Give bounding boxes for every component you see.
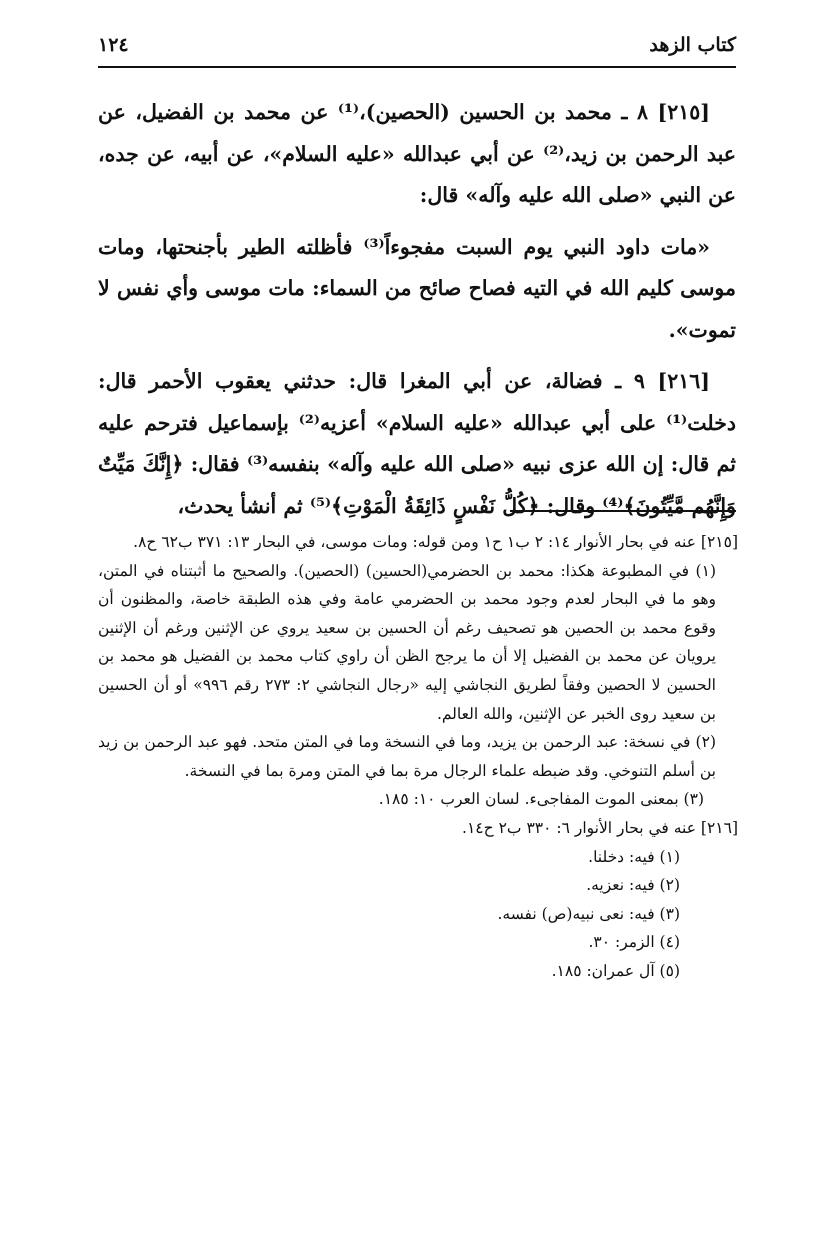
footnote-215-3: (٣) بمعنى الموت المفاجىء. لسان العرب ١٠: ١٨٥. xyxy=(378,790,704,809)
main-text xyxy=(98,92,736,527)
footnote-216-3: (٣) فيه: نعى نبيه(ص) نفسه. xyxy=(497,904,680,923)
footnote-216-2: (٢) فيه: نعزيه. xyxy=(586,876,680,895)
running-title: كتاب الزهد xyxy=(649,34,736,56)
footnote-ref-216: [٢١٦] عنه في بحار الأنوار ٦: ٣٣٠ ب٢ ح١٤. xyxy=(462,818,738,837)
hadith-215-text: «مات داود النبي يوم السبت مفجوءاً⁽³⁾ فأظلته الطير بأجنحتها، ومات موسى كليم الله في التيه فصاح صائح من السماء: مات موسى وأي نفس لا تموت». xyxy=(98,234,736,342)
footnote-ref-215: [٢١٥] عنه في بحار الأنوار ١٤: ٢ ب١ ح١ ومن قوله: ومات موسى، في البحار ١٣: ٣٧١ ب٦٢ ح٨. xyxy=(133,533,738,551)
footnote-215-2: (٢) في نسخة: عبد الرحمن بن يزيد، وما في النسخة وما في المتن متحد. فهو عبد الرحمن بن زيد بن أسلم التنوخي. وقد ضبطه علماء الرجال مرة بما في المتن ومرة بما في النسخة. xyxy=(98,733,716,780)
page-header xyxy=(98,32,736,68)
hadith-216: [٢١٦] ٩ ـ فضالة، عن أبي المغرا قال: حدثني يعقوب الأحمر قال: دخلت⁽¹⁾ على أبي عبدالله «عليه السلام» أعزيه⁽²⁾ بإسماعيل فترحم عليه ثم قال: إن الله عزى نبيه «صلى الله عليه وآله» بنفسه⁽³⁾ فقال: ﴿إِنَّكَ مَيِّتٌ وَإِنَّهُم مَّيِّتُونَ﴾⁽⁴⁾ وقال: ﴿كُلُّ نَفْسٍ ذَائِقَةُ الْمَوْتِ﴾⁽⁵⁾ ثم أنشأ يحدث، xyxy=(98,369,736,518)
footnote-divider xyxy=(510,510,736,512)
footnote-216-1: (١) فيه: دخلنا. xyxy=(588,847,680,866)
footnotes xyxy=(98,528,738,986)
hadith-215: [٢١٥] ٨ ـ محمد بن الحسين (الحصين)،⁽¹⁾ عن محمد بن الفضيل، عن عبد الرحمن بن زيد،⁽²⁾ عن أبي عبدالله «عليه السلام»، عن أبيه، عن جده، عن النبي «صلى الله عليه وآله» قال: xyxy=(98,100,736,207)
footnote-216-4: (٤) الزمر: ٣٠. xyxy=(588,933,680,952)
footnote-215-1: (١) في المطبوعة هكذا: محمد بن الحضرمي(الحسين) (الحصين). والصحيح ما أثبتناه في المتن، وهو ما في البحار لعدم وجود محمد بن الحضرمي عامة وفي هذه الطبقة خاصة، والمظنون أن وقوع محمد بن الحصين هو تصحيف رغم أن الحسين بن سعيد يروي عن الإثنين ورغم أن الإثنين يرويان عن محمد بن الفضيل إلا أن ما يرجح الظن أن راوي كتاب محمد بن الفضيل هو محمد بن الحسين لا الحصين وفقاً لطريق النجاشي إليه «رجال النجاشي ٢: ٢٧٣ رقم ٩٩٦» أو أن الحسين بن سعيد روى الخبر عن الإثنين، والله العالم. xyxy=(98,561,716,723)
page-number: ١٢٤ xyxy=(98,34,129,56)
footnote-216-5: (٥) آل عمران: ١٨٥. xyxy=(551,961,680,980)
